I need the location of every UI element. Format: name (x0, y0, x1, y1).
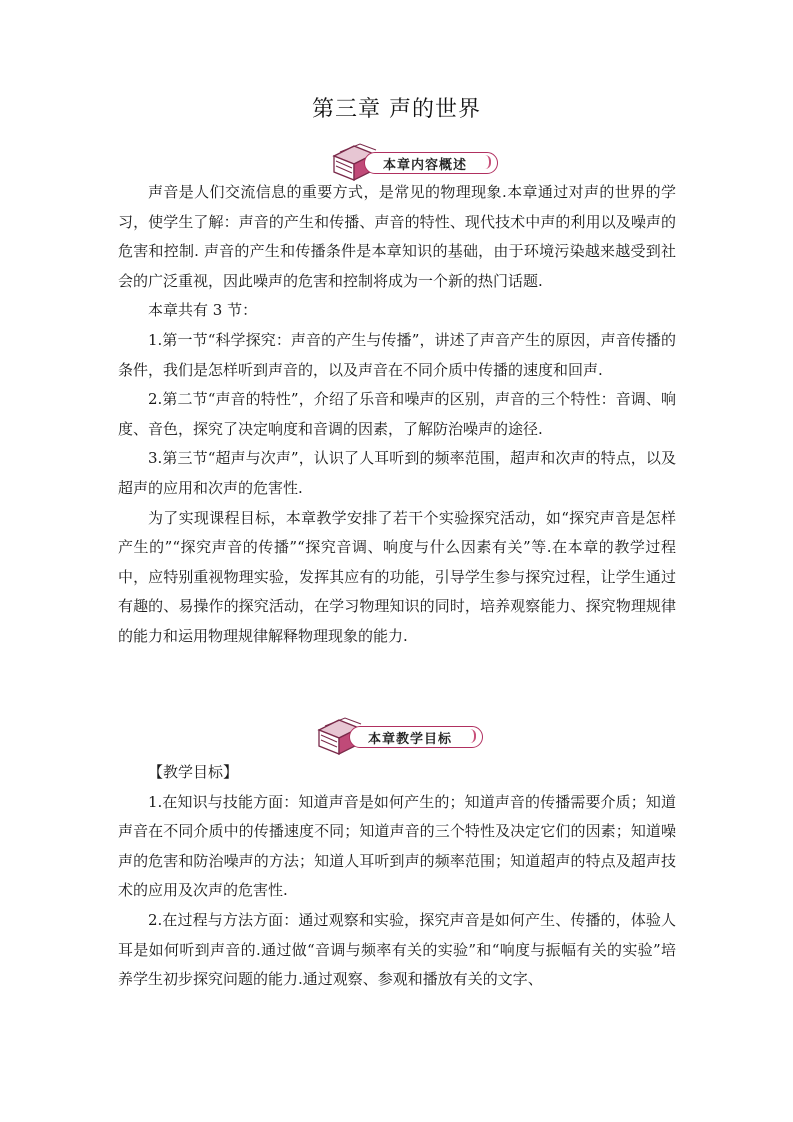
paragraph: 1.第一节“科学探究：声音的产生与传播”，讲述了声音产生的原因，声音传播的条件，我们是怎样听到声音的，以及声音在不同介质中传播的速度和回声. (118, 330, 676, 379)
paragraph: 声音是人们交流信息的重要方式，是常见的物理现象.本章通过对声的世界的学习，使学生了解：声音的产生和传播、声音的特性、现代技术中声的利用以及噪声的危害和控制. 声音的产生和传播条件是本章知识的基础，由于环境污染越来越受到社会的广泛重视，因此噪声的危害和控制将成为一个新的热门话题. (118, 183, 676, 290)
paragraph: 本章共有 3 节： (148, 301, 258, 320)
paragraph: 3.第三节“超声与次声”，认识了人耳听到的频率范围，超声和次声的特点，以及超声的应用和次声的危害性. (118, 449, 676, 497)
chapter-title: 第三章 声的世界 (312, 97, 481, 122)
banner-pill (364, 152, 498, 174)
paragraph: 1.在知识与技能方面：知道声音是如何产生的；知道声音的传播需要介质；知道声音在不同介质中的传播速度不同；知道声音的三个特性及决定它们的因素；知道噪声的危害和防治噪声的方法；知道人耳听到声的频率范围；知道超声的特点及超声技术的应用及次声的危害性. (118, 792, 676, 900)
goals-section (118, 758, 676, 995)
banner-overview (330, 142, 498, 182)
banner-goals (315, 716, 483, 756)
paragraph: 为了实现课程目标，本章教学安排了若干个实验探究活动，如“探究声音是怎样产生的”“探究声音的传播”“探究音调、响度与什么因素有关”等.在本章的教学过程中，应特别重视物理实验，发挥其应有的功能，引导学生参与探究过程，让学生通过有趣的、易操作的探究活动，在学习物理知识的同时，培养观察能力、探究物理规律的能力和运用物理规律解释物理现象的能力. (118, 508, 676, 645)
paragraph: 2.在过程与方法方面：通过观察和实验，探究声音是如何产生、传播的，体验人耳是如何听到声音的.通过做“音调与频率有关的实验”和“响度与振幅有关的实验”培养学生初步探究问题的能力.通过观察、参观和播放有关的文字、 (118, 910, 676, 989)
paragraph: 2.第二节“声音的特性”，介绍了乐音和噪声的区别，声音的三个特性：音调、响度、音色，探究了决定响度和音调的因素，了解防治噪声的途径. (118, 390, 676, 438)
banner-goals-label: 本章教学目标 (368, 732, 453, 747)
banner-pill (349, 726, 483, 748)
overview-section (118, 178, 676, 652)
paragraph: 【教学目标】 (148, 763, 239, 781)
banner-overview-label: 本章内容概述 (383, 158, 468, 173)
